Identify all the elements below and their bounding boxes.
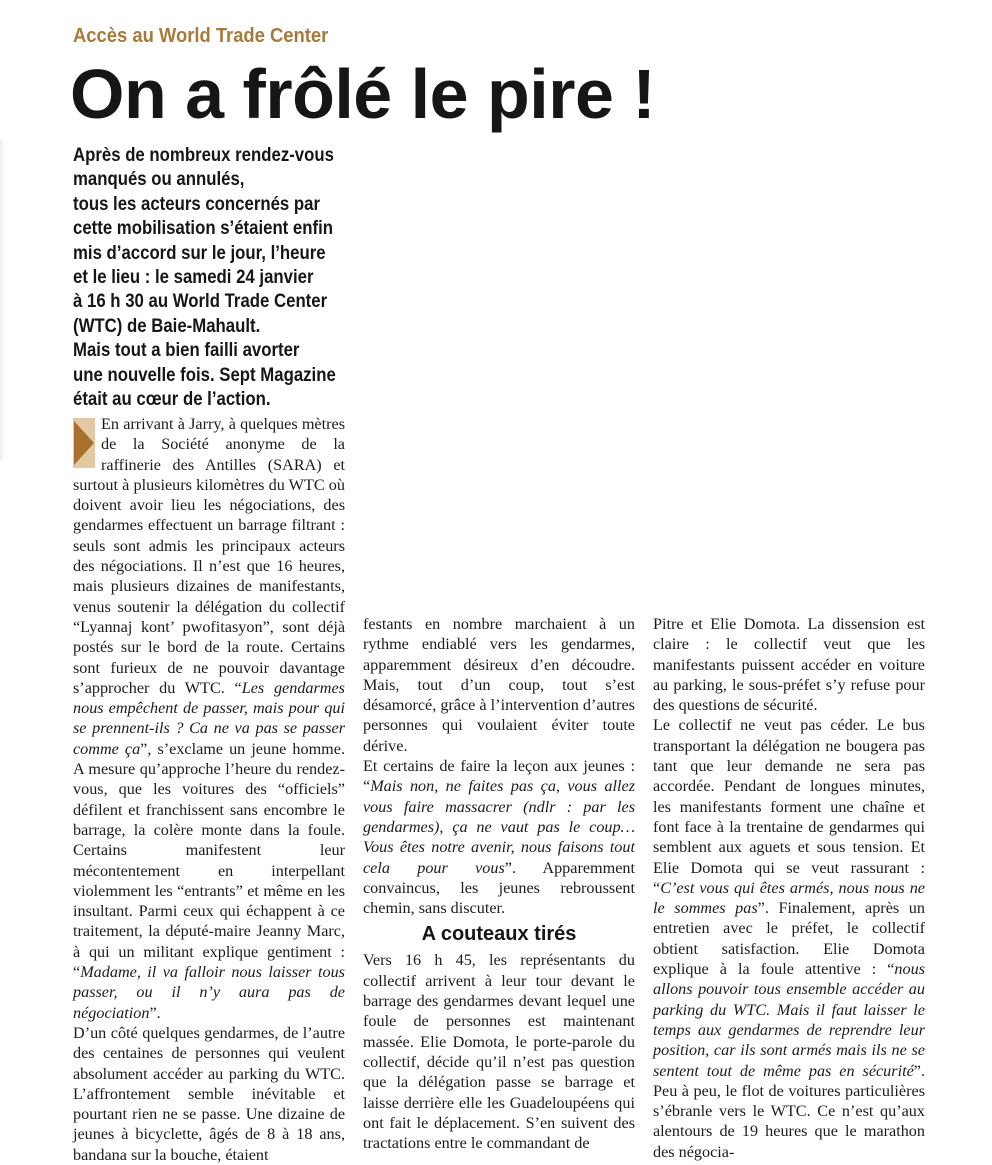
article-kicker: Accès au World Trade Center (73, 25, 329, 47)
body-column-middle (363, 614, 635, 1153)
lead-line: était au cœur de l’action. (73, 388, 271, 411)
body-paragraph: En arrivant à Jarry, à quelques mètres de la Société anonyme de la raffinerie des Antilles (SARA) et surtout à plusieurs kilomètres du WTC où doivent avoir lieu les négociations, des gendarmes effectuent un barrage filtrant : seuls sont admis les principaux acteurs des négociations. Il n’est que 16 heures, mais plusieurs dizaines de manifestants, venus soutenir la délégation du collectif “Lyannaj kont’ pwofitasyon”, sont déjà postés sur le bord de la route. Certains sont furieux de ne pouvoir davantage s’approcher du WTC. “Les gendarmes nous empêchent de passer, mais pour qui se prennent-ils ? Ca ne va pas se passer comme ça”, s’exclame un jeune homme. A mesure qu’approche l’heure du rendez-vous, que les voitures des “officiels” défilent et franchissent sans encombre le barrage, la colère monte dans la foule. Certains manifestent leur mécontentement en interpellant violemment les “entrants” et même en les insultant. Parmi ceux qui échappent à ce traitement, la député-maire Jeanny Marc, à qui un militant explique gentiment : “Madame, il va falloir nous laisser tous passer, ou il n’y aura pas de négociation”. (73, 415, 346, 1022)
lead-line: (WTC) de Baie-Mahault. (73, 314, 261, 337)
article-lead (73, 143, 336, 411)
lead-line: une nouvelle fois. Sept Magazine (73, 363, 336, 386)
section-subheading: A couteaux tirés (421, 923, 577, 946)
lead-line: Après de nombreux rendez-vous (73, 144, 334, 166)
body-paragraph: festants en nombre marchaient à un rythme endiablé vers les gendarmes, apparemment désireux d’en découdre. Mais, tout d’un coup, tout s’est désamorcé, grâce à l’intervention d’autres personnes qui voulaient éviter toute dérive. (363, 615, 635, 755)
lead-line: Mais tout a bien failli avorter (73, 339, 300, 362)
lead-line: à 16 h 30 au World Trade Center (73, 290, 328, 313)
body-paragraph: Vers 16 h 45, les représentants du collectif arrivent à leur tour devant le barrage des gendarmes devant lequel une foule de personnes est maintenant massée. Elie Domota, le porte-parole du collectif, décide qu’il n’est pas question que la délégation passe se barrage et laisse derrière elle les Guadeloupéens qui ont fait le déplacement. S’en suivent des tractations entre le commandant de (363, 951, 635, 1153)
lead-line: tous les acteurs concernés par (73, 192, 321, 215)
body-column-right (653, 614, 925, 1162)
body-paragraph: Et certains de faire la leçon aux jeunes : “Mais non, ne faites pas ça, vous allez vous faire massacrer (ndlr : par les gendarmes), ça ne vaut pas le coup… Vous êtes notre avenir, nous faisons tout cela pour vous”. Apparemment convaincus, les jeunes rebroussent chemin, sans discuter. (363, 757, 635, 918)
body-paragraph: Le collectif ne veut pas céder. Le bus transportant la délégation ne bougera pas tant que leur demande ne sera pas accordée. Pendant de longues minutes, les manifestants forment une chaîne et font face à la trentaine de gendarmes qui semblent aux aguets et sous tension. Et Elie Domota qui se veut rassurant : “C’est vous qui êtes armés, nous nous ne le sommes pas”. Finalement, après un entretien avec le préfet, le collectif obtient satisfaction. Elie Domota explique à la foule attentive : “nous allons pouvoir tous ensemble accéder au parking du WTC. Mais il faut laisser le temps aux gendarmes de reprendre leur position, car ils sont armés mais ils ne se sentent tout de même pas en sécurité”. Peu à peu, le flot de voitures particulières s’ébranle vers le WTC. Ce n’est qu’aux alentours de 19 heures que le marathon des négocia- (653, 716, 925, 1161)
body-column-left (73, 414, 345, 1165)
triangle-right-icon (73, 418, 95, 468)
lead-line: et le lieu : le samedi 24 janvier (73, 266, 314, 289)
body-paragraph: D’un côté quelques gendarmes, de l’autre des centaines de personnes qui veulent absolument accéder au parking du WTC. L’affrontement semble inévitable et pourtant rien ne se passe. Une dizaine de jeunes à bicyclette, âgés de 8 à 18 ans, bandana sur la bouche, étaient (73, 1023, 345, 1164)
body-paragraph: Pitre et Elie Domota. La dissension est claire : le collectif veut que les manifestants puissent accéder en voiture au parking, le sous-préfet s’y refuse pour des questions de sécurité. (653, 615, 925, 715)
article-title: On a frôlé le pire ! (70, 55, 656, 133)
lead-line: manqués ou annulés, (73, 168, 245, 191)
lead-line: mis d’accord sur le jour, l’heure (73, 241, 326, 264)
lead-line: cette mobilisation s’étaient enfin (73, 217, 333, 240)
page-edge-strip (0, 140, 3, 460)
